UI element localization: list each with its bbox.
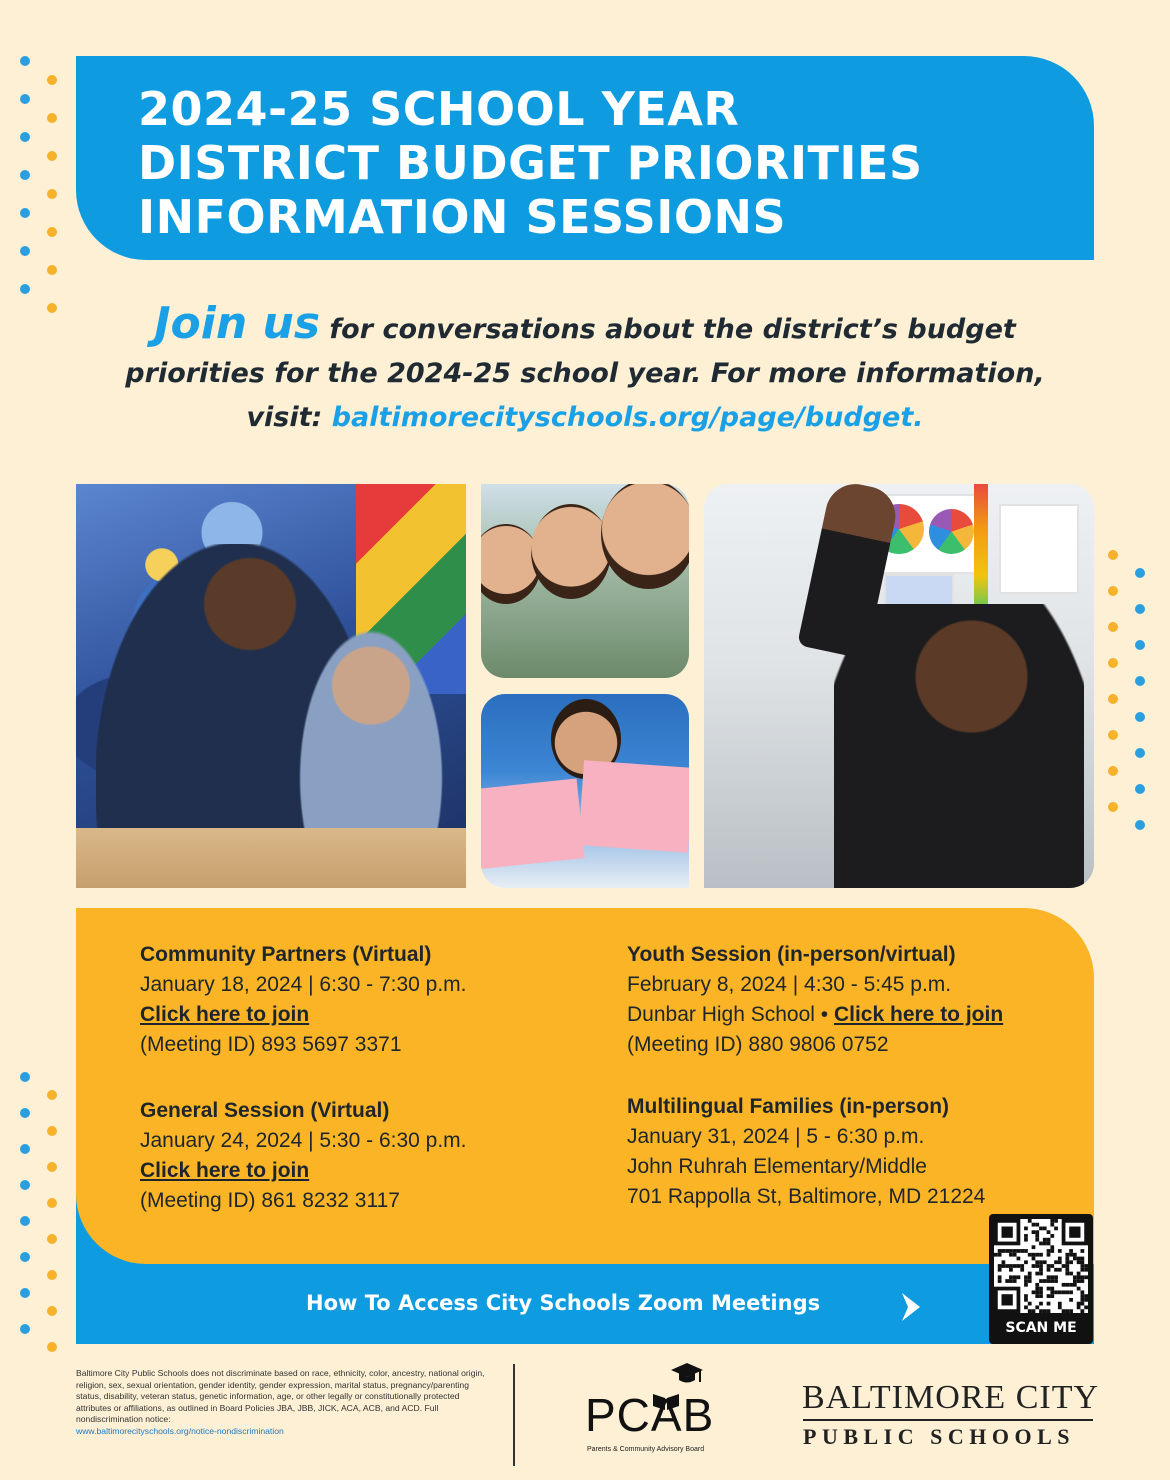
join-link-general[interactable]: Click here to join xyxy=(140,1159,310,1182)
decorative-dot xyxy=(1135,712,1145,722)
intro-line-1: for conversations about the district’s budget xyxy=(320,314,1016,345)
session-title: Multilingual Families (in-person) xyxy=(627,1095,950,1118)
decorative-dot xyxy=(47,1234,57,1244)
decorative-dot xyxy=(1135,640,1145,650)
decorative-dot xyxy=(47,303,57,313)
decorative-dot xyxy=(20,1108,30,1118)
session-title: Youth Session (in-person/virtual) xyxy=(627,943,956,966)
intro-line-2: priorities for the 2024-25 school year. For more information, xyxy=(125,358,1045,389)
session-meeting-id: (Meeting ID) 880 9806 0752 xyxy=(627,1033,889,1056)
decorative-dot xyxy=(47,1342,57,1352)
zoom-access-link[interactable]: How To Access City Schools Zoom Meetings xyxy=(306,1291,821,1315)
session-meeting-id: (Meeting ID) 893 5697 3371 xyxy=(140,1033,402,1056)
decorative-dot xyxy=(20,1072,30,1082)
decorative-dot xyxy=(1108,694,1118,704)
session-date: January 31, 2024 | 5 - 6:30 p.m. xyxy=(627,1125,925,1148)
nondiscrimination-link[interactable]: www.baltimorecityschools.org/notice-nondiscrimination xyxy=(76,1425,284,1436)
photo-father-and-baby xyxy=(76,484,466,888)
decorative-dot xyxy=(47,265,57,275)
decorative-dot xyxy=(47,1090,57,1100)
decorative-dot xyxy=(47,113,57,123)
intro-line-3: visit: xyxy=(246,402,332,433)
decorative-dot xyxy=(20,170,30,180)
decorative-dot xyxy=(47,1270,57,1280)
session-youth xyxy=(627,940,1003,1060)
decorative-dot xyxy=(1135,748,1145,758)
photo-kid-2 xyxy=(531,504,611,599)
decorative-dot xyxy=(47,75,57,85)
decorative-dot xyxy=(20,1252,30,1262)
photo-baby-figure xyxy=(296,624,446,844)
session-community-partners xyxy=(140,940,467,1060)
decorative-dot xyxy=(47,151,57,161)
decorative-dot xyxy=(20,1180,30,1190)
decorative-dot xyxy=(20,208,30,218)
decorative-dot xyxy=(20,1216,30,1226)
session-title: General Session (Virtual) xyxy=(140,1099,390,1122)
decorative-dot xyxy=(47,1126,57,1136)
session-date: February 8, 2024 | 4:30 - 5:45 p.m. xyxy=(627,973,952,996)
decorative-dot xyxy=(1108,730,1118,740)
decorative-dot xyxy=(20,1288,30,1298)
intro-text xyxy=(60,298,1110,440)
session-general xyxy=(140,1096,467,1216)
decorative-dot xyxy=(1135,784,1145,794)
bcps-logo-line-1: BALTIMORE CITY xyxy=(802,1379,1100,1416)
join-link-community-partners[interactable]: Click here to join xyxy=(140,1003,310,1026)
arrow-right-icon[interactable] xyxy=(894,1290,928,1324)
photo-artwork-right xyxy=(578,760,689,852)
decorative-dot xyxy=(20,132,30,142)
decorative-dot xyxy=(20,1144,30,1154)
photo-girl-with-artwork xyxy=(481,694,689,888)
pcab-logo xyxy=(585,1360,735,1460)
decorative-dot xyxy=(1135,820,1145,830)
photo-poster-3 xyxy=(999,504,1079,594)
decorative-dot xyxy=(20,56,30,66)
decorative-dot xyxy=(20,1324,30,1334)
decorative-dot xyxy=(47,1162,57,1172)
qr-pattern-icon xyxy=(994,1219,1088,1313)
photo-kid-3 xyxy=(601,484,689,589)
decorative-dot xyxy=(1108,622,1118,632)
pcab-wordmark: PCAB xyxy=(585,1389,715,1441)
join-us-heading: Join us xyxy=(154,298,321,349)
photo-wheel-2 xyxy=(929,509,974,554)
sessions-panel xyxy=(76,908,1094,1264)
scan-me-label: SCAN ME xyxy=(1005,1320,1077,1336)
photo-smiling-kids xyxy=(481,484,689,678)
title-line-1: 2024-25 SCHOOL YEAR xyxy=(138,82,740,136)
header-banner xyxy=(76,56,1094,260)
decorative-dot xyxy=(47,189,57,199)
session-multilingual-families xyxy=(627,1092,985,1212)
session-date: January 24, 2024 | 5:30 - 6:30 p.m. xyxy=(140,1129,467,1152)
decorative-dot xyxy=(47,1198,57,1208)
decorative-dot xyxy=(1135,568,1145,578)
session-meeting-id: (Meeting ID) 861 8232 3117 xyxy=(140,1189,400,1212)
decorative-dot xyxy=(20,246,30,256)
disclaimer-text: Baltimore City Public Schools does not discriminate based on race, ethnicity, color, ancestry, national origin, religion, sex, sexual orientation, gender identity, gender expression, marital status, pregnancy/parenting status, disability, veteran status, genetic information, age, or other legally or constitutionally protected attributes or affiliations, as outlined in Board Policies JBA, JBB, JICK, ACA, ACB, and ACD. Full nondiscrimination notice: xyxy=(76,1368,485,1425)
photo-teen-figure xyxy=(834,604,1084,888)
photo-desk xyxy=(76,828,466,888)
session-location: Dunbar High School • xyxy=(627,1003,834,1026)
page-title xyxy=(138,82,923,244)
decorative-dot xyxy=(1108,658,1118,668)
session-address: 701 Rappolla St, Baltimore, MD 21224 xyxy=(627,1185,986,1208)
decorative-dot xyxy=(20,94,30,104)
photo-student-raising-hand xyxy=(704,484,1094,888)
join-link-youth[interactable]: Click here to join xyxy=(833,1003,1004,1026)
decorative-dot xyxy=(20,284,30,294)
bcps-logo-line-2: PUBLIC SCHOOLS xyxy=(803,1424,1075,1449)
title-line-3: INFORMATION SESSIONS xyxy=(138,190,787,244)
decorative-dot xyxy=(1108,766,1118,776)
title-line-2: DISTRICT BUDGET PRIORITIES xyxy=(138,136,923,190)
session-title: Community Partners (Virtual) xyxy=(140,943,432,966)
budget-link[interactable]: baltimorecityschools.org/page/budget. xyxy=(331,402,924,433)
decorative-dot xyxy=(47,227,57,237)
nondiscrimination-notice xyxy=(76,1368,486,1438)
decorative-dot xyxy=(1108,550,1118,560)
decorative-dot xyxy=(47,1306,57,1316)
decorative-dot xyxy=(1108,586,1118,596)
qr-code-image xyxy=(994,1219,1088,1313)
session-date: January 18, 2024 | 6:30 - 7:30 p.m. xyxy=(140,973,467,996)
session-location: John Ruhrah Elementary/Middle xyxy=(627,1155,927,1178)
bcps-logo-rule xyxy=(803,1419,1093,1421)
photo-artwork-left xyxy=(481,778,585,869)
decorative-dot xyxy=(1108,802,1118,812)
footer-divider xyxy=(513,1364,515,1466)
decorative-dot xyxy=(1135,604,1145,614)
pcab-subtitle: Parents & Community Advisory Board xyxy=(587,1446,705,1453)
decorative-dot xyxy=(1135,676,1145,686)
qr-code[interactable] xyxy=(989,1214,1093,1344)
